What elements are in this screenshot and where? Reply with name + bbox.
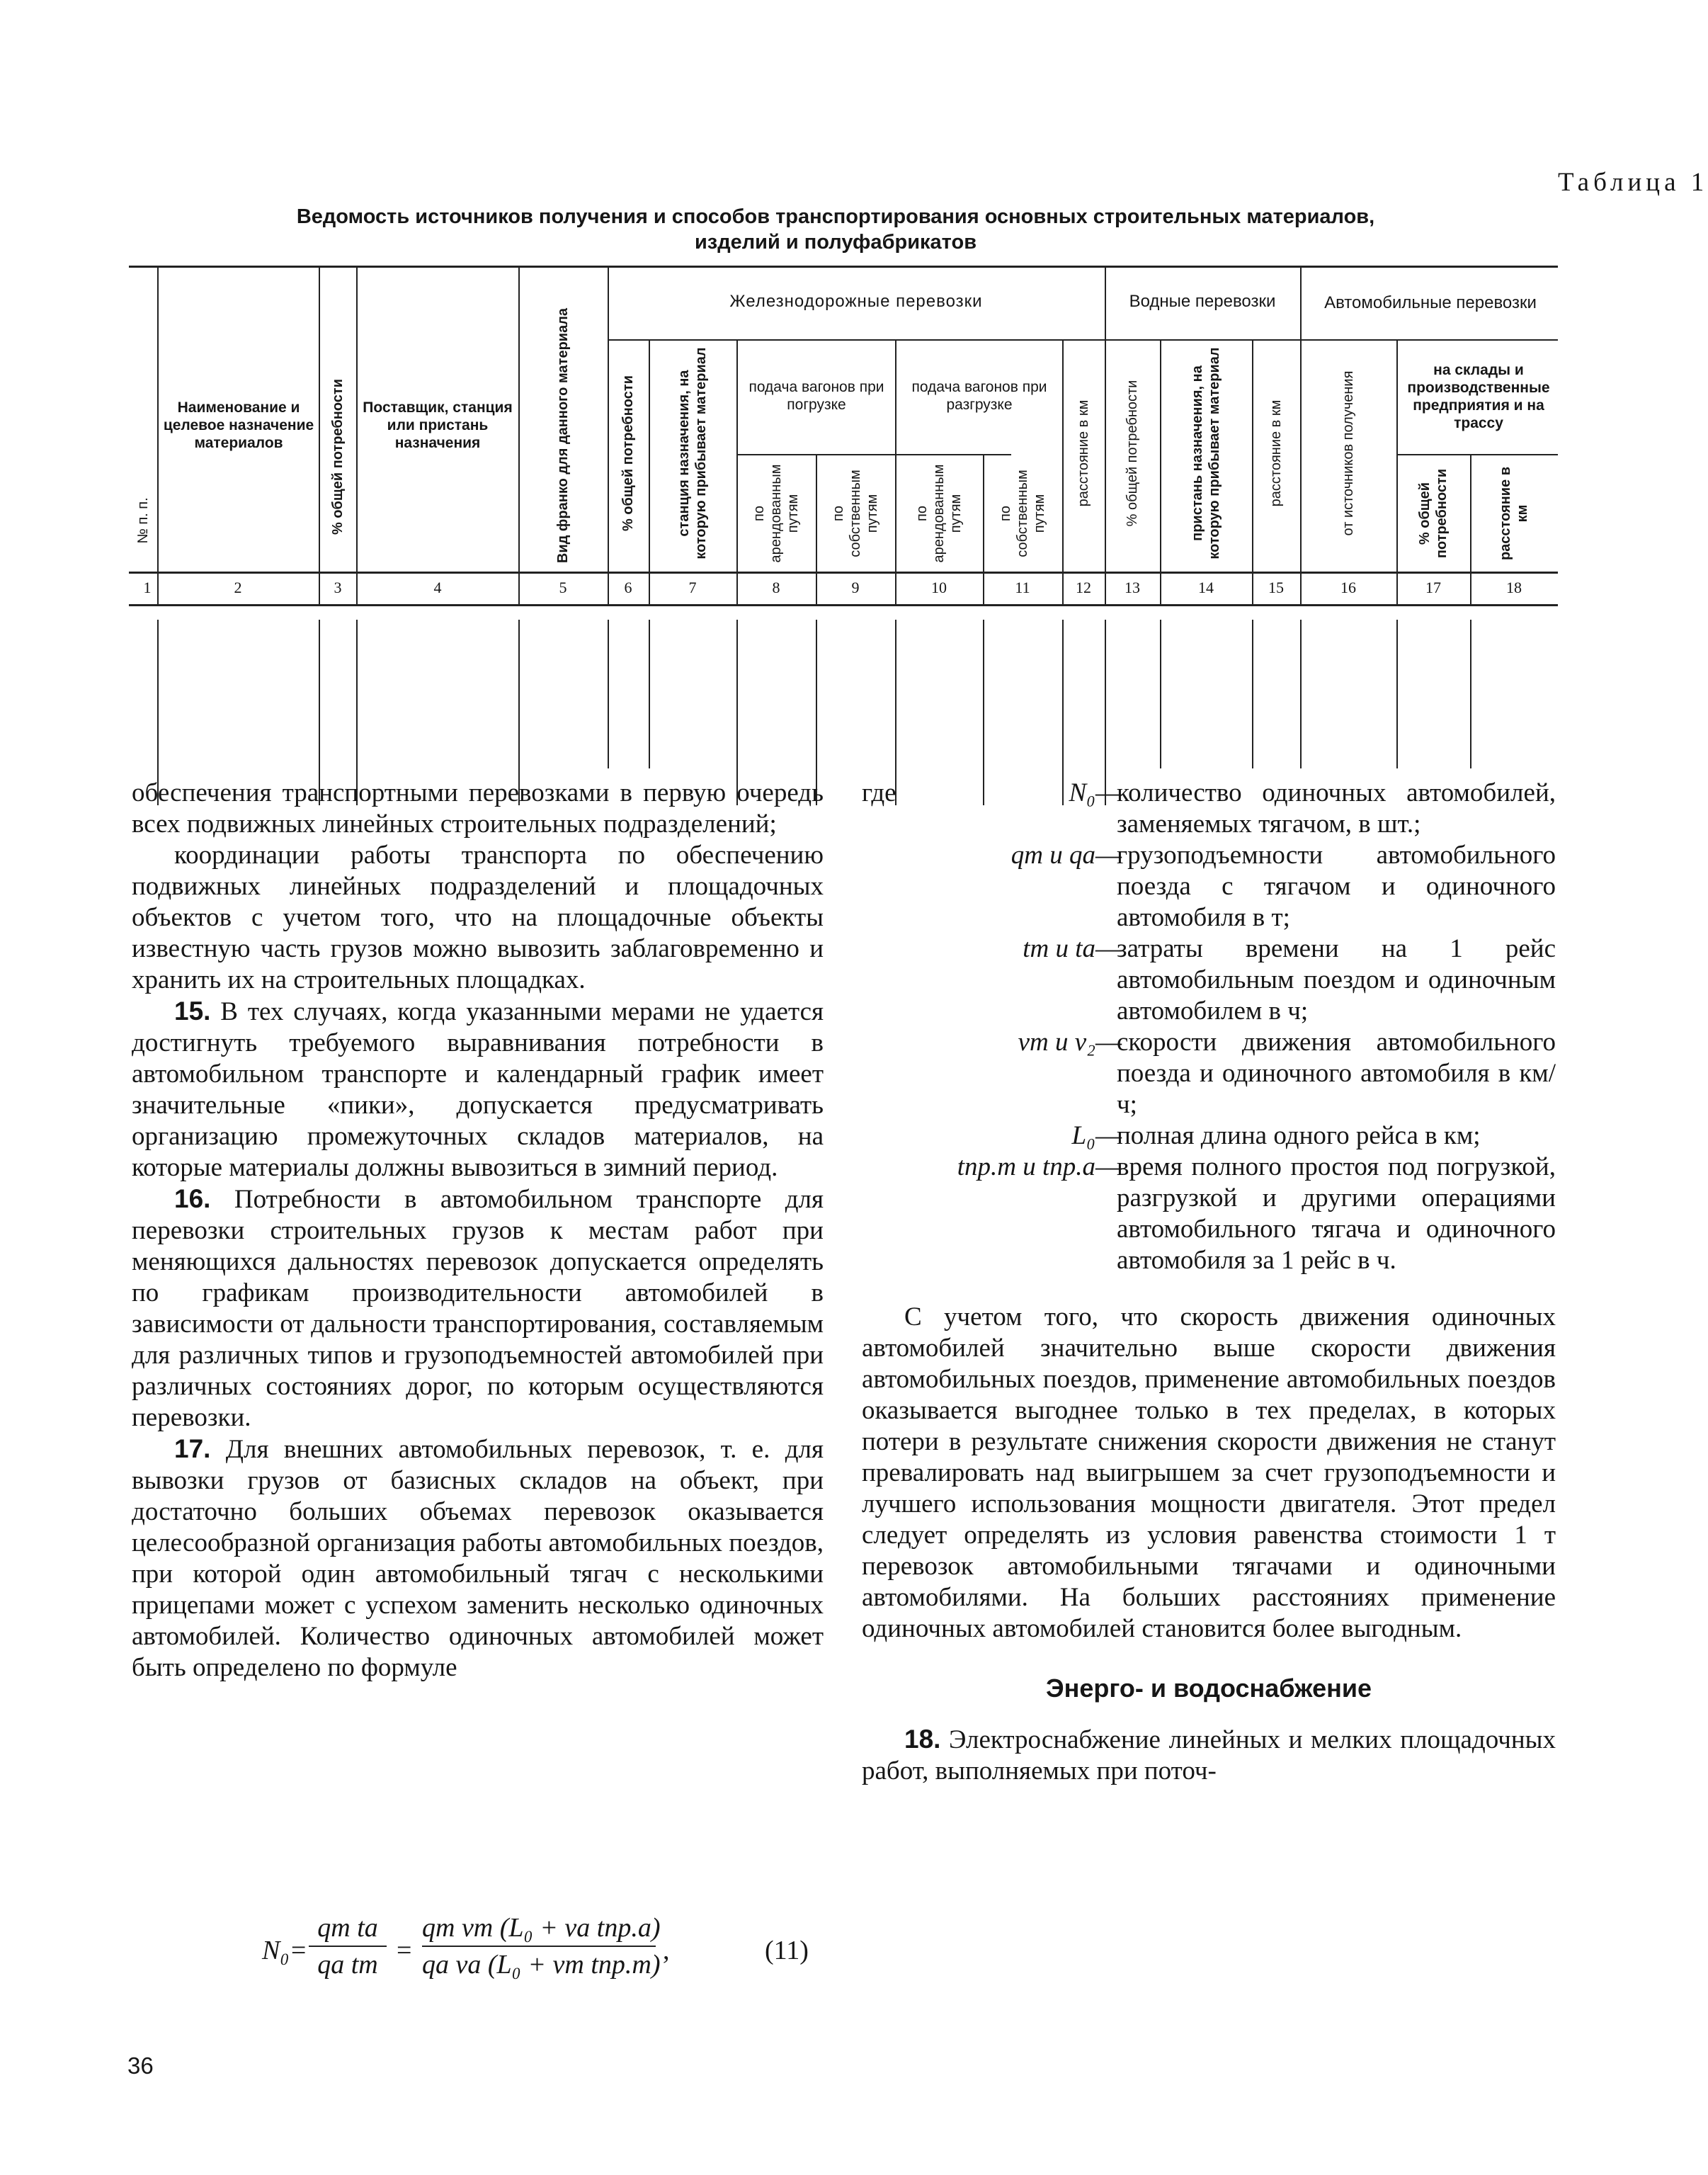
column-number: 2 bbox=[234, 579, 242, 596]
vline-3 bbox=[356, 266, 358, 604]
vline-8 bbox=[816, 454, 817, 604]
right-text-column bbox=[862, 778, 1556, 1787]
legend-description: скорости движения автомобильного поезда и одиночного автомобиля в км/ч; bbox=[1117, 1028, 1556, 1119]
column-number: 3 bbox=[334, 579, 342, 596]
paragraph-17 bbox=[132, 1433, 824, 1683]
legend-dash: — bbox=[1095, 778, 1122, 807]
column-number: 18 bbox=[1506, 579, 1522, 596]
legend-description: время полного простоя под погрузкой, разгрузкой и другими операциями автомобильного тягача и одиночного автомобиля за 1 рейс в ч. bbox=[1117, 1152, 1556, 1275]
header-rail-distance: расстояние в км bbox=[1076, 399, 1091, 507]
header-percent-total: % общей потребности bbox=[330, 378, 346, 535]
column-number: 10 bbox=[931, 579, 947, 596]
body-vline-17 bbox=[1470, 620, 1471, 768]
formula-11 bbox=[262, 1912, 829, 1990]
vline-1 bbox=[157, 266, 159, 604]
column-number: 4 bbox=[433, 579, 442, 596]
vline-15 bbox=[1300, 266, 1302, 604]
table-top-rule bbox=[129, 266, 1558, 268]
paragraph-number: 15. bbox=[174, 996, 211, 1026]
sources-table bbox=[129, 266, 1558, 807]
header-row-number: № п. п. bbox=[135, 497, 151, 544]
column-number: 7 bbox=[688, 579, 697, 596]
formula-numerator: qт tа bbox=[317, 1913, 378, 1943]
header-unloading-leased: по арендованным путям bbox=[914, 464, 964, 563]
vline-9 bbox=[895, 339, 896, 604]
column-number: 6 bbox=[624, 579, 632, 596]
vline-4 bbox=[518, 266, 520, 604]
column-number: 14 bbox=[1198, 579, 1214, 596]
paragraph-16 bbox=[132, 1183, 824, 1433]
sub-header-rule-auto bbox=[1396, 454, 1558, 455]
number-row-rule bbox=[129, 604, 1558, 606]
column-number: 12 bbox=[1076, 579, 1091, 596]
body-vline-15 bbox=[1300, 620, 1302, 768]
formula-fraction-1 bbox=[309, 1912, 387, 1980]
vline-6 bbox=[649, 339, 650, 604]
paragraph-text: В тех случаях, когда указанными мерами не удается достигнуть требуемого выравнивания потребности в автомобильном транспорте и календарный график имеет значительные «пики», допускается предусматривать организацию промежуточных складов материалов, на которые материалы должны вывозиться в зимний период. bbox=[132, 997, 824, 1182]
fraction-bar bbox=[422, 1946, 656, 1947]
paragraph-text: Потребности в автомобильном транспорте для перевозки строительных грузов к местам работ при меняющихся дальностях перевозок допускается определять по графикам производительности автомобилей в зависимости от дальности транспортирования, составляемым для различных типов и грузоподъемностей автомобилей при различных состояниях дорог, по которым осуществляются перевозки. bbox=[132, 1185, 824, 1432]
header-auto-distance: расстояние в км bbox=[1498, 466, 1530, 561]
paragraph: координации работы транспорта по обеспечению подвижных линейных подразделений и площадочных объектов с учетом того, что на площадочные объекты известную часть грузов можно вывозить заблаговременно и хранить их на строительных площадках. bbox=[132, 841, 824, 994]
formula-number: (11) bbox=[765, 1936, 809, 1965]
legend-dash: — bbox=[1095, 934, 1122, 963]
legend-symbol: tт и tа bbox=[1023, 934, 1095, 963]
header-unloading-own: по собственным путям bbox=[998, 470, 1047, 557]
group-header-water: Водные перевозки bbox=[1129, 291, 1276, 311]
header-water-distance: расстояние в км bbox=[1268, 399, 1284, 507]
group-header-auto: Автомобильные перевозки bbox=[1324, 293, 1537, 312]
header-bottom-rule bbox=[129, 572, 1558, 574]
legend-row bbox=[862, 933, 1556, 1027]
section-heading: Энерго- и водоснабжение bbox=[1045, 1674, 1372, 1703]
legend-dash: — bbox=[1095, 1152, 1122, 1181]
paragraph-number: 18. bbox=[904, 1725, 941, 1754]
legend-dash: — bbox=[1095, 1121, 1122, 1150]
column-number: 9 bbox=[851, 579, 860, 596]
table-title-line-2: изделий и полуфабрикатов bbox=[694, 231, 977, 254]
paragraph-text: Для внешних автомобильных перевозок, т. е. для вывозки грузов от базисных складов на объект, при достаточно больших объемах перевозок оказывается целесообразной организация работы автомобильных поездов, при которой один автомобильный тягач с несколькими прицепами может с успехом заменить несколько одиночных автомобилей. Количество одиночных автомобилей может быть определено по формуле bbox=[132, 1435, 824, 1682]
header-auto-from-sources: от источников получения bbox=[1340, 370, 1356, 536]
column-number: 5 bbox=[559, 579, 567, 596]
page-number: 36 bbox=[127, 2052, 154, 2079]
legend-symbol: tпр.т и tпр.а bbox=[957, 1152, 1095, 1181]
header-loading-own: по собственным путям bbox=[831, 470, 880, 557]
formula-denominator: qа tт bbox=[317, 1950, 378, 1980]
header-loading-leased: по арендованным путям bbox=[751, 464, 801, 563]
paragraph-number: 17. bbox=[174, 1434, 211, 1463]
formula-fraction-2 bbox=[422, 1912, 661, 1980]
legend-row bbox=[862, 840, 1556, 933]
vline-17 bbox=[1470, 454, 1471, 604]
paragraph-number: 16. bbox=[174, 1184, 211, 1213]
legend-description: грузоподъемности автомобильного поезда с тягачом и одиночного автомобиля в т; bbox=[1117, 841, 1556, 932]
legend-dash: — bbox=[1095, 1028, 1122, 1057]
vline-13 bbox=[1160, 339, 1161, 604]
formula-denominator: qа vа (L₀ + vт tпр.т) bbox=[422, 1950, 661, 1980]
legend-row bbox=[862, 1027, 1556, 1120]
legend-description: затраты времени на 1 рейс автомобильным поездом и одиночным автомобилем в ч; bbox=[1117, 934, 1556, 1026]
paragraph-text: Электроснабжение линейных и мелких площадочных работ, выполняемых при поточ- bbox=[862, 1725, 1556, 1785]
legend-symbol: N₀ bbox=[1069, 778, 1095, 807]
body-vline-16 bbox=[1396, 620, 1398, 768]
vline-16 bbox=[1396, 339, 1398, 604]
sub-header-rule-rail bbox=[736, 454, 1011, 455]
formula-comma: , bbox=[663, 1936, 670, 1965]
paragraph: С учетом того, что скорость движения одиночных автомобилей значительно выше скорости движения автомобильных поездов, применение автомобильных поездов оказывается выгоднее только в тех пределах, в которых потери в результате снижения скорости движения не станут превалировать над выигрышем за счет грузоподъемности и лучшего использования мощности двигателя. Этот предел следует определять из условия равенства стоимости 1 т перевозок автомобильными тягачами и одиночными автомобилями. На больших расстояниях применение одиночных автомобилей становится более выгодным. bbox=[862, 1302, 1556, 1643]
paragraph-15 bbox=[132, 996, 824, 1183]
header-supplier: Поставщик, станция или пристань назначения bbox=[363, 399, 513, 451]
paragraph: обеспечения транспортными перевозками в первую очередь всех подвижных линейных строительных подразделений; bbox=[132, 778, 824, 839]
body-vline-6 bbox=[649, 620, 650, 768]
legend-description: полная длина одного рейса в км; bbox=[1117, 1121, 1481, 1150]
subheader-loading: подача вагонов при погрузке bbox=[748, 379, 884, 413]
group-header-rail: Железнодорожные перевозки bbox=[729, 291, 983, 311]
legend-symbol: L₀ bbox=[1071, 1121, 1095, 1150]
legend-description: количество одиночных автомобилей, заменяемых тягачом, в шт.; bbox=[1117, 778, 1556, 839]
legend-symbol: vт и v₂ bbox=[1018, 1028, 1095, 1057]
left-text-column bbox=[132, 778, 824, 1683]
column-number: 8 bbox=[772, 579, 780, 596]
legend-symbol: qт и qа bbox=[1010, 841, 1095, 870]
body-vline-14 bbox=[1252, 620, 1253, 768]
paragraph-18 bbox=[862, 1724, 1556, 1787]
table-title bbox=[127, 204, 1544, 255]
fraction-bar bbox=[309, 1946, 387, 1947]
body-vline-5 bbox=[608, 620, 609, 768]
header-franco-type: Вид франко для данного материала bbox=[555, 307, 571, 564]
column-number: 11 bbox=[1015, 579, 1030, 596]
legend-row bbox=[862, 1152, 1556, 1276]
column-number: 1 bbox=[143, 579, 152, 596]
vline-10 bbox=[983, 454, 984, 604]
legend-row bbox=[862, 778, 1556, 840]
header-name-purpose: Наименование и целевое назначение материалов bbox=[163, 399, 314, 451]
legend-row bbox=[862, 1120, 1556, 1152]
column-number: 15 bbox=[1268, 579, 1284, 596]
subheader-unloading: подача вагонов при разгрузке bbox=[911, 379, 1047, 413]
header-water-pier: пристань назначения, на которую прибывает материал bbox=[1190, 347, 1222, 560]
header-rail-station: станция назначения, на которую прибывает материал bbox=[676, 347, 709, 560]
formula-numerator: qт vт (L₀ + vа tпр.а) bbox=[422, 1913, 661, 1943]
vline-11 bbox=[1062, 339, 1064, 604]
header-rail-percent: % общей потребности bbox=[620, 375, 636, 532]
formula-lhs: N₀= bbox=[262, 1936, 308, 1965]
column-number: 13 bbox=[1125, 579, 1140, 596]
subheader-warehouses: на склады и производственные предприятия и на трассу bbox=[1407, 362, 1550, 431]
column-number: 16 bbox=[1340, 579, 1356, 596]
header-auto-percent: % общей потребности bbox=[1417, 468, 1450, 559]
column-number: 17 bbox=[1425, 579, 1441, 596]
table-title-line-1: Ведомость источников получения и способов транспортирования основных строительных материалов, bbox=[296, 205, 1375, 228]
where-word: где bbox=[862, 778, 896, 807]
header-water-percent: % общей потребности bbox=[1125, 380, 1140, 527]
body-vline-13 bbox=[1160, 620, 1161, 768]
vline-14 bbox=[1252, 339, 1253, 604]
vline-2 bbox=[319, 266, 320, 604]
formula-equals: = bbox=[397, 1936, 412, 1965]
vline-7 bbox=[736, 339, 738, 604]
group-header-rule bbox=[608, 339, 1558, 341]
legend-dash: — bbox=[1095, 841, 1122, 870]
